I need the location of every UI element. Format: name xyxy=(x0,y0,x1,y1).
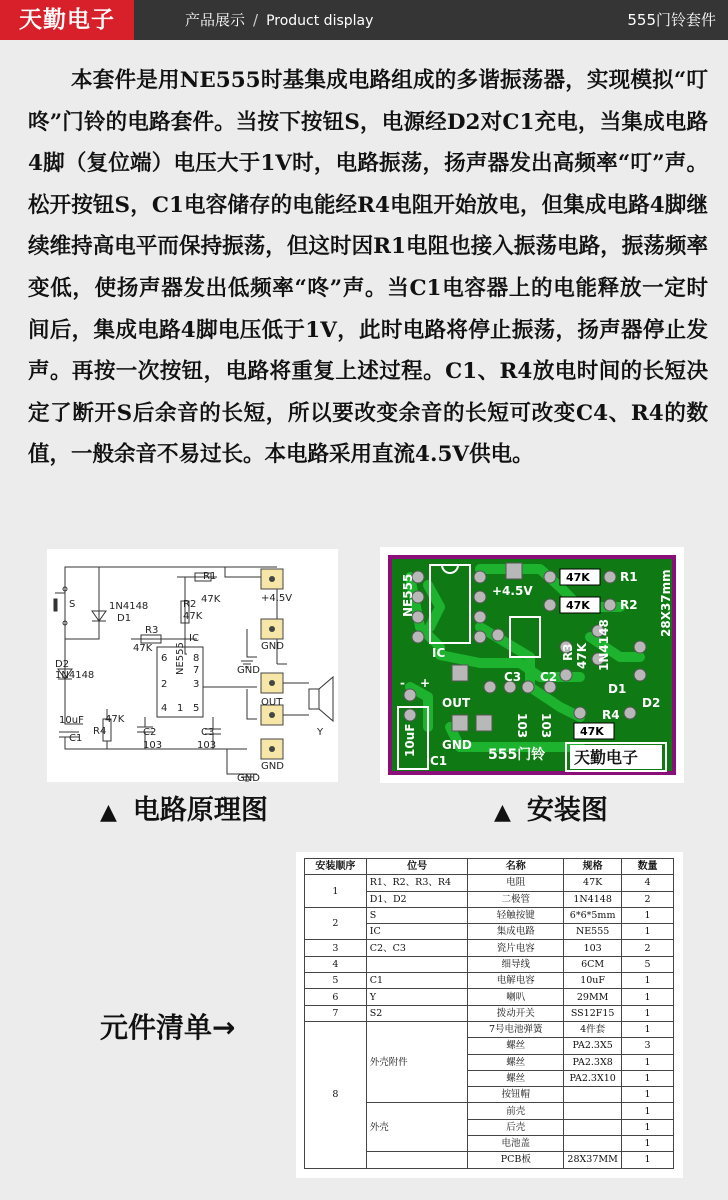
cell-name: 瓷片电容 xyxy=(468,940,564,956)
cell-qty: 1 xyxy=(622,924,674,940)
pin-5: 5 xyxy=(193,703,200,714)
cell-ref: S xyxy=(366,907,468,923)
label-d1-part: 1N4148 xyxy=(109,601,149,612)
cell-qty: 3 xyxy=(622,1038,674,1054)
pcb-label-r3-val: 47K xyxy=(575,643,589,669)
pcb-brand: 天勤电子 xyxy=(574,748,639,767)
breadcrumb xyxy=(185,0,373,40)
label-ic: IC xyxy=(189,633,199,644)
cell-ref: Y xyxy=(366,989,468,1005)
pcb-label-d1-part: 1N4148 xyxy=(597,619,611,671)
label-d1: D1 xyxy=(117,613,132,624)
nav-product-display-cn[interactable]: 产品展示 xyxy=(185,11,246,29)
pcb-label-title: 555门铃 xyxy=(488,747,546,763)
cell-qty: 1 xyxy=(622,1070,674,1086)
cell-spec xyxy=(564,1136,622,1152)
circuit-schematic xyxy=(47,549,338,782)
cell-name: 螺丝 xyxy=(468,1070,564,1086)
pcb-label-plus: + xyxy=(420,676,431,690)
pcb-label-r4: R4 xyxy=(602,708,620,722)
caption-schematic xyxy=(100,788,268,827)
pcb-r4-value: 47K xyxy=(580,725,604,738)
table-row xyxy=(305,1021,674,1037)
cell-name: PCB板 xyxy=(468,1152,564,1168)
label-r3: R3 xyxy=(145,625,159,636)
cell-qty: 1 xyxy=(622,1103,674,1119)
cell-name: 7号电池弹簧 xyxy=(468,1021,564,1037)
pcb-drawing xyxy=(380,547,684,783)
cell-name: 前壳 xyxy=(468,1103,564,1119)
pin-6: 6 xyxy=(161,653,168,664)
cell-spec: 103 xyxy=(564,940,622,956)
cell-qty: 5 xyxy=(622,956,674,972)
pcb-label-ic: IC xyxy=(432,646,446,660)
label-gnd-3: GND xyxy=(261,761,284,772)
cell-spec: 1N4148 xyxy=(564,891,622,907)
cell-seq: 5 xyxy=(305,973,367,989)
cell-seq: 7 xyxy=(305,1005,367,1021)
cell-spec: SS12F15 xyxy=(564,1005,622,1021)
cell-name: 螺丝 xyxy=(468,1038,564,1054)
cell-ref: IC xyxy=(366,924,468,940)
cell-qty: 2 xyxy=(622,940,674,956)
label-c1: C1 xyxy=(69,733,83,744)
cell-qty: 1 xyxy=(622,989,674,1005)
top-bar xyxy=(0,0,728,40)
label-c1-val: 10uF xyxy=(59,715,84,726)
pcb-label-c3-val: 103 xyxy=(515,713,529,739)
pcb-install-diagram xyxy=(380,547,684,783)
pcb-label-gnd: GND xyxy=(442,738,472,752)
table-row xyxy=(305,973,674,989)
cell-ref: D1、D2 xyxy=(366,891,468,907)
label-c2-val: 103 xyxy=(143,740,163,751)
caption-install-text: 安装图 xyxy=(526,795,608,826)
cell-name: 细导线 xyxy=(468,956,564,972)
caption-install xyxy=(494,788,608,827)
cell-spec: 10uF xyxy=(564,973,622,989)
cell-spec: 6CM xyxy=(564,956,622,972)
cell-ref: R1、R2、R3、R4 xyxy=(366,875,468,891)
cell-spec xyxy=(564,1103,622,1119)
cell-name: 拨动开关 xyxy=(468,1005,564,1021)
cell-ref: S2 xyxy=(366,1005,468,1021)
table-row xyxy=(305,1005,674,1021)
pcb-label-vcc: +4.5V xyxy=(492,584,533,598)
cell-qty: 1 xyxy=(622,1119,674,1135)
pcb-r1-value: 47K xyxy=(566,571,590,584)
pcb-label-r1: R1 xyxy=(620,570,638,584)
cell-spec: NE555 xyxy=(564,924,622,940)
label-c3: C3 xyxy=(201,727,215,738)
cell-seq: 1 xyxy=(305,875,367,908)
label-s: S xyxy=(69,599,76,610)
col-header-spec: 规格 xyxy=(564,859,622,875)
pcb-label-c2: C2 xyxy=(540,670,558,684)
label-c2: C2 xyxy=(143,727,157,738)
cell-seq: 8 xyxy=(305,1021,367,1168)
label-out: OUT xyxy=(261,697,283,708)
cell-ref: 外壳附件 xyxy=(366,1021,468,1102)
label-d2: D2 xyxy=(55,659,70,670)
pcb-label-d1: D1 xyxy=(608,682,627,696)
cell-qty: 1 xyxy=(622,1021,674,1037)
cell-name: 集成电路 xyxy=(468,924,564,940)
cell-spec: 29MM xyxy=(564,989,622,1005)
cell-name: 电解电容 xyxy=(468,973,564,989)
cell-qty: 1 xyxy=(622,1136,674,1152)
cell-name: 按钮帽 xyxy=(468,1087,564,1103)
pcb-label-c3: C3 xyxy=(504,670,522,684)
brand-logo[interactable]: 天勤电子 xyxy=(0,0,134,40)
label-vcc: +4.5V xyxy=(261,593,293,604)
pcb-label-size: 28X37mm xyxy=(659,569,673,637)
label-y: Y xyxy=(317,727,324,738)
pcb-label-c2-val: 103 xyxy=(539,713,553,739)
pcb-label-c1: C1 xyxy=(430,754,448,768)
table-row xyxy=(305,956,674,972)
pin-8: 8 xyxy=(193,653,200,664)
cell-spec: PA2.3X5 xyxy=(564,1038,622,1054)
label-r1: R1 xyxy=(203,571,217,582)
cell-spec: 28X37MM xyxy=(564,1152,622,1168)
cell-name: 电池盖 xyxy=(468,1136,564,1152)
triangle-icon: ▲ xyxy=(100,800,117,825)
bom-table xyxy=(304,858,674,1169)
pin-4: 4 xyxy=(161,703,168,714)
col-header-qty: 数量 xyxy=(622,859,674,875)
caption-schematic-text: 电路原理图 xyxy=(132,795,268,826)
cell-spec: 4件套 xyxy=(564,1021,622,1037)
cell-name: 喇叭 xyxy=(468,989,564,1005)
bom-label: 元件清单→ xyxy=(100,1011,236,1044)
cell-seq: 3 xyxy=(305,940,367,956)
label-r4-val: 47K xyxy=(105,714,125,725)
label-gnd-1: GND xyxy=(261,641,284,652)
cell-seq: 2 xyxy=(305,907,367,940)
col-header-seq: 安装顺序 xyxy=(305,859,367,875)
label-gnd-2: GND xyxy=(237,665,260,676)
table-row xyxy=(305,875,674,891)
table-row xyxy=(305,989,674,1005)
page-title: 555门铃套件 xyxy=(627,11,716,29)
cell-seq: 4 xyxy=(305,956,367,972)
pcb-label-r2: R2 xyxy=(620,598,638,612)
cell-name: 电阻 xyxy=(468,875,564,891)
cell-qty: 1 xyxy=(622,1087,674,1103)
pcb-label-ne555: NE555 xyxy=(401,573,415,617)
cell-name: 螺丝 xyxy=(468,1054,564,1070)
label-r2: R2 xyxy=(183,599,197,610)
pcb-label-c1-val: 10uF xyxy=(403,723,417,757)
cell-qty: 1 xyxy=(622,973,674,989)
table-header-row xyxy=(305,859,674,875)
breadcrumb-separator: / xyxy=(253,11,259,29)
cell-qty: 4 xyxy=(622,875,674,891)
triangle-icon: ▲ xyxy=(494,800,511,825)
pcb-label-d2: D2 xyxy=(642,696,661,710)
cell-name: 二极管 xyxy=(468,891,564,907)
nav-product-display-en[interactable]: Product display xyxy=(266,13,374,29)
cell-ref: C2、C3 xyxy=(366,940,468,956)
cell-qty: 1 xyxy=(622,1054,674,1070)
pcb-label-out: OUT xyxy=(442,696,471,710)
kit-description: 本套件是用NE555时基集成电路组成的多谐振荡器，实现模拟“叮咚”门铃的电路套件。当按下按钮S，电源经D2对C1充电，当集成电路4脚（复位端）电压大于1V时，电路振荡，扬声器发出高频率“叮”声。松开按钮S，C1电容储存的电能经R4电阻开始放电，但集成电路4脚继续维持高电平而保持振荡，但这时因R1电阻也接入振荡电路，振荡频率变低，使扬声器发出低频率“咚”声。当C1电容器上的电能释放一定时间后，集成电路4脚电压低于1V，此时电路将停止振荡，扬声器停止发声。再按一次按钮，电路将重复上述过程。C1、R4放电时间的长短决定了断开S后余音的长短，所以要改变余音的长短可改变C4、R4的数值，一般余音不易过长。本电路采用直流4.5V供电。 xyxy=(28,68,708,468)
col-header-ref: 位号 xyxy=(366,859,468,875)
cell-ref: 外壳 xyxy=(366,1103,468,1152)
cell-qty: 1 xyxy=(622,1005,674,1021)
pin-7: 7 xyxy=(193,665,200,676)
cell-qty: 2 xyxy=(622,891,674,907)
label-r3-val: 47K xyxy=(133,643,153,654)
label-r1-val: 47K xyxy=(201,594,221,605)
cell-ref xyxy=(366,1152,468,1168)
label-r2-val: 47K xyxy=(183,611,203,622)
cell-spec xyxy=(564,1119,622,1135)
pin-1: 1 xyxy=(177,703,184,714)
pcb-label-r3: R3 xyxy=(561,643,575,661)
label-c3-val: 103 xyxy=(197,740,217,751)
bom-panel xyxy=(296,852,683,1178)
table-row xyxy=(305,907,674,923)
schematic-drawing xyxy=(47,549,338,782)
table-row xyxy=(305,940,674,956)
cell-spec: PA2.3X8 xyxy=(564,1054,622,1070)
label-r4: R4 xyxy=(93,726,107,737)
pcb-r2-value: 47K xyxy=(566,599,590,612)
cell-qty: 1 xyxy=(622,907,674,923)
cell-name: 轻触按键 xyxy=(468,907,564,923)
cell-spec: 6*6*5mm xyxy=(564,907,622,923)
pcb-label-minus: - xyxy=(400,676,405,690)
cell-ref xyxy=(366,956,468,972)
cell-spec: PA2.3X10 xyxy=(564,1070,622,1086)
cell-spec xyxy=(564,1087,622,1103)
pin-2: 2 xyxy=(161,679,168,690)
cell-seq: 6 xyxy=(305,989,367,1005)
label-ne555: NE555 xyxy=(175,642,186,675)
cell-name: 后壳 xyxy=(468,1119,564,1135)
cell-qty: 1 xyxy=(622,1152,674,1168)
cell-spec: 47K xyxy=(564,875,622,891)
label-d2-part: 1N4148 xyxy=(55,670,95,681)
cell-ref: C1 xyxy=(366,973,468,989)
label-gnd-4: GND xyxy=(237,773,260,782)
col-header-name: 名称 xyxy=(468,859,564,875)
pin-3: 3 xyxy=(193,679,200,690)
